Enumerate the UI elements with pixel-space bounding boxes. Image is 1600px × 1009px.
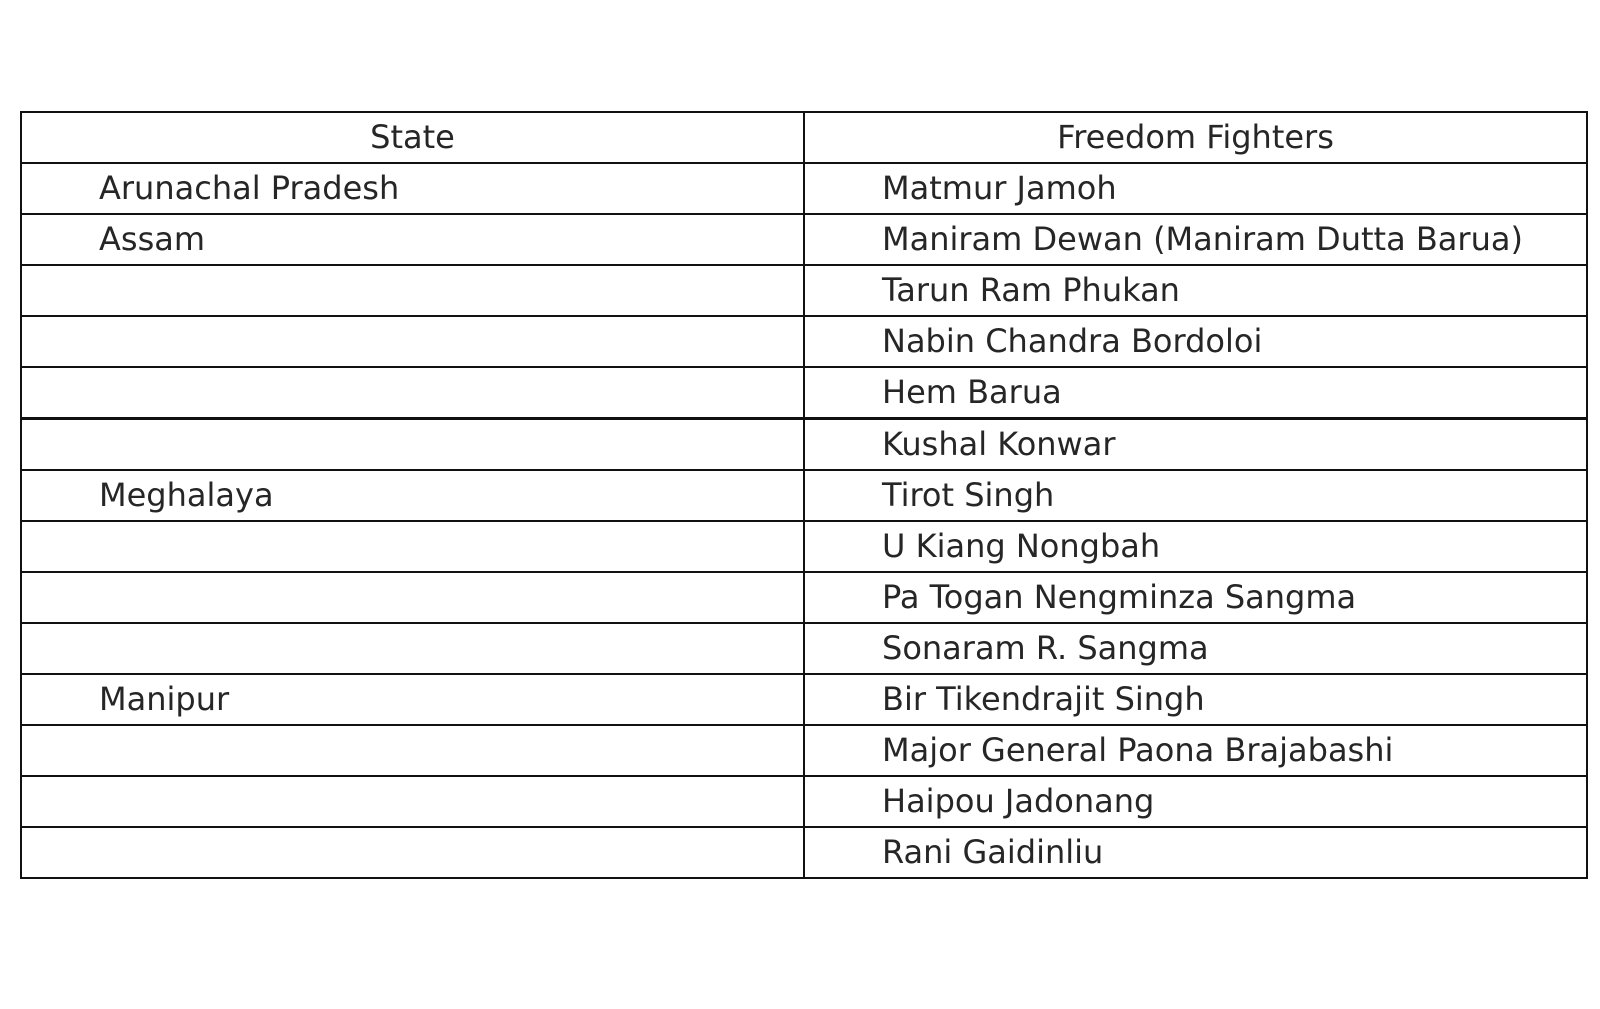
- state-cell: [21, 316, 804, 367]
- fighter-cell: U Kiang Nongbah: [804, 521, 1587, 572]
- table-row: [21, 572, 1587, 623]
- fighter-cell: Matmur Jamoh: [804, 163, 1587, 214]
- state-cell: [21, 725, 804, 776]
- state-cell: [21, 827, 804, 878]
- table-row: [21, 316, 1587, 367]
- table-row: [21, 470, 1587, 521]
- fighter-cell: Major General Paona Brajabashi: [804, 725, 1587, 776]
- fighter-cell: Kushal Konwar: [804, 419, 1587, 471]
- state-cell: Meghalaya: [21, 470, 804, 521]
- state-cell: Assam: [21, 214, 804, 265]
- fighter-cell: Tirot Singh: [804, 470, 1587, 521]
- table-header-row: [21, 112, 1587, 163]
- fighter-cell: Bir Tikendrajit Singh: [804, 674, 1587, 725]
- fighter-cell: Haipou Jadonang: [804, 776, 1587, 827]
- table-row: [21, 674, 1587, 725]
- header-state: State: [21, 112, 804, 163]
- table-row: [21, 521, 1587, 572]
- state-cell: [21, 367, 804, 419]
- fighter-cell: Pa Togan Nengminza Sangma: [804, 572, 1587, 623]
- table-row: [21, 163, 1587, 214]
- fighter-cell: Tarun Ram Phukan: [804, 265, 1587, 316]
- fighter-cell: Maniram Dewan (Maniram Dutta Barua): [804, 214, 1587, 265]
- state-cell: Arunachal Pradesh: [21, 163, 804, 214]
- freedom-fighters-table-container: [20, 111, 1586, 879]
- fighter-cell: Sonaram R. Sangma: [804, 623, 1587, 674]
- fighter-cell: Rani Gaidinliu: [804, 827, 1587, 878]
- state-cell: [21, 776, 804, 827]
- state-cell: [21, 521, 804, 572]
- fighter-cell: Hem Barua: [804, 367, 1587, 419]
- state-cell: Manipur: [21, 674, 804, 725]
- state-cell: [21, 419, 804, 471]
- header-freedom-fighters: Freedom Fighters: [804, 112, 1587, 163]
- table-row: [21, 367, 1587, 419]
- table-row: [21, 827, 1587, 878]
- freedom-fighters-table: [20, 111, 1588, 879]
- table-row: [21, 776, 1587, 827]
- table-row: [21, 419, 1587, 471]
- fighter-cell: Nabin Chandra Bordoloi: [804, 316, 1587, 367]
- table-row: [21, 725, 1587, 776]
- state-cell: [21, 623, 804, 674]
- table-row: [21, 265, 1587, 316]
- state-cell: [21, 265, 804, 316]
- table-row: [21, 623, 1587, 674]
- state-cell: [21, 572, 804, 623]
- table-row: [21, 214, 1587, 265]
